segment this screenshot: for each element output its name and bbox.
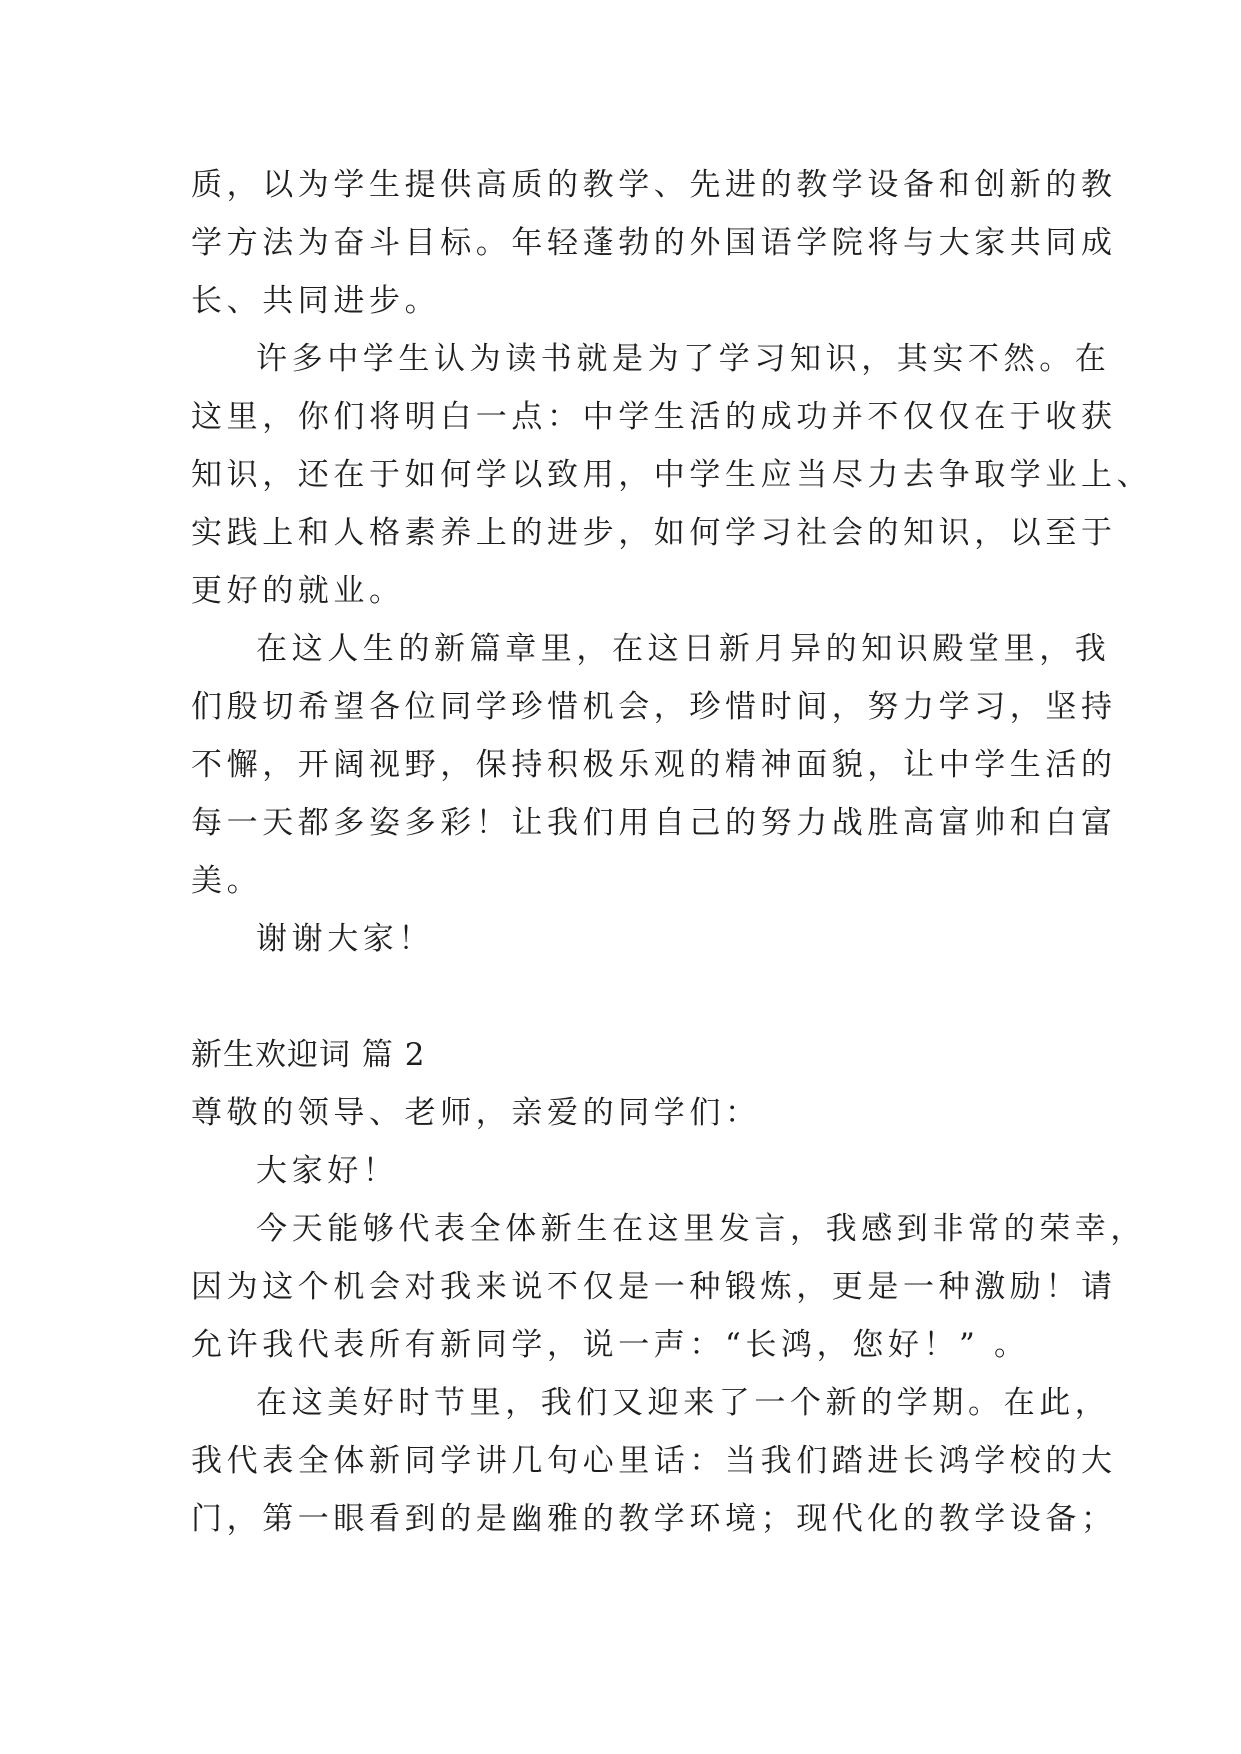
text-line: 们殷切希望各位同学珍惜机会，珍惜时间，努力学习，坚持 bbox=[191, 689, 1117, 725]
text-line: 因为这个机会对我来说不仅是一种锻炼，更是一种激励！请 bbox=[191, 1269, 1117, 1305]
text-line: 知识，还在于如何学以致用，中学生应当尽力去争取学业上、 bbox=[191, 457, 1153, 493]
section-spacer bbox=[191, 968, 1051, 1026]
salutation-line: 尊敬的领导、老师，亲爱的同学们： bbox=[191, 1095, 761, 1131]
text-line: 我代表全体新同学讲几句心里话：当我们踏进长鸿学校的大 bbox=[191, 1443, 1117, 1479]
text-line: 质，以为学生提供高质的教学、先进的教学设备和创新的教 bbox=[191, 167, 1117, 203]
closing-line: 谢谢大家！ bbox=[256, 921, 434, 957]
text-line: 实践上和人格素养上的进步，如何学习社会的知识，以至于 bbox=[191, 515, 1117, 551]
text-line: 允许我代表所有新同学，说一声：“长鸿，您好！” 。 bbox=[191, 1327, 1030, 1363]
text-line: 美。 bbox=[191, 863, 263, 899]
text-line: 长、共同进步。 bbox=[191, 283, 441, 319]
paragraph-start: 在这美好时节里，我们又迎来了一个新的学期。在此， bbox=[256, 1385, 1111, 1421]
section-title: 新生欢迎词 篇 2 bbox=[191, 1037, 426, 1073]
paragraph-start: 许多中学生认为读书就是为了学习知识，其实不然。在 bbox=[256, 341, 1111, 377]
text-line: 不懈，开阔视野，保持积极乐观的精神面貌，让中学生活的 bbox=[191, 747, 1117, 783]
text-line: 学方法为奋斗目标。年轻蓬勃的外国语学院将与大家共同成 bbox=[191, 225, 1117, 261]
text-line: 每一天都多姿多彩！让我们用自己的努力战胜高富帅和白富 bbox=[191, 805, 1117, 841]
greeting-line: 大家好！ bbox=[256, 1153, 399, 1189]
paragraph-start: 今天能够代表全体新生在这里发言，我感到非常的荣幸， bbox=[256, 1211, 1146, 1247]
text-line: 更好的就业。 bbox=[191, 573, 405, 609]
document-body bbox=[191, 156, 1153, 1548]
paragraph-start: 在这人生的新篇章里，在这日新月异的知识殿堂里，我 bbox=[256, 631, 1111, 667]
text-line: 门，第一眼看到的是幽雅的教学环境；现代化的教学设备； bbox=[191, 1501, 1117, 1537]
text-line: 这里，你们将明白一点：中学生活的成功并不仅仅在于收获 bbox=[191, 399, 1117, 435]
